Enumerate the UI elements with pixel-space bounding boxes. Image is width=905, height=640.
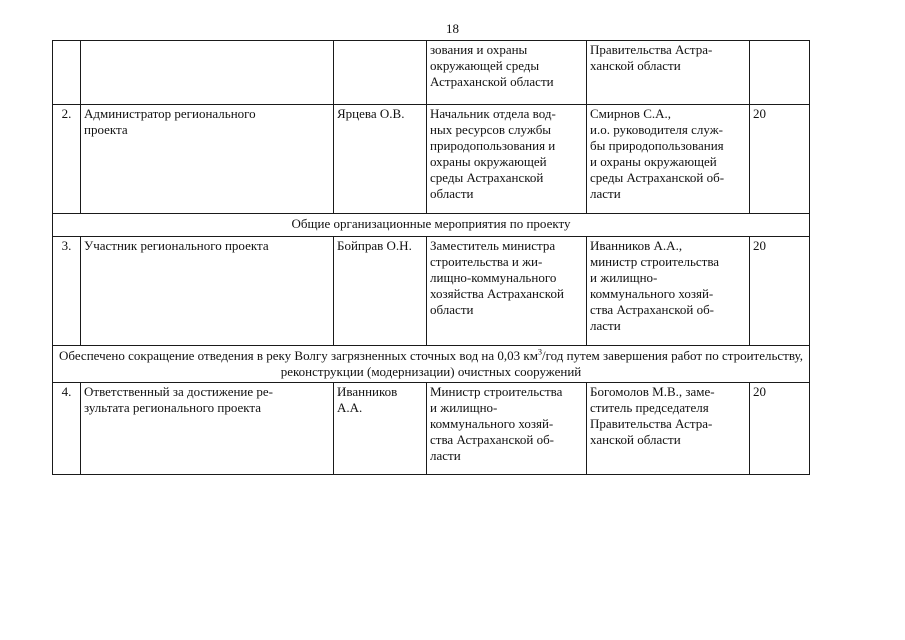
position-text: зования и охраны окружающей среды Астраханской области [430, 42, 554, 89]
row-number-cell [53, 237, 81, 346]
section-title-part: Обеспечено сокращение отведения в реку Волгу загрязненных сточных вод на 0,03 км [59, 348, 538, 363]
supervisor-cell [587, 237, 750, 346]
section-header-cell [53, 214, 810, 237]
person-cell [334, 237, 427, 346]
supervisor-text: Богомолов М.В., заме- ститель председателя Правительства Астра- ханской области [590, 384, 715, 447]
section-title-part: /год путем завершения работ по строительству, реконструкции (модернизации) очистных сооружений [280, 348, 803, 379]
person-cell [334, 383, 427, 475]
section-title [59, 348, 803, 379]
role-text: Участник регионального проекта [84, 238, 269, 253]
section-title: Общие организационные мероприятия по проекту [291, 216, 571, 231]
position-cell [427, 237, 587, 346]
row-number-cell [53, 383, 81, 475]
table-row [53, 41, 810, 105]
person-cell [334, 41, 427, 105]
person-name: Бойправ О.Н. [337, 238, 412, 253]
share-cell [750, 237, 810, 346]
role-text: Ответственный за достижение ре- зультата регионального проекта [84, 384, 273, 415]
supervisor-text: Правительства Астра- ханской области [590, 42, 713, 73]
supervisor-text: Смирнов С.А., и.о. руководителя служ- бы природопользования и охраны окружающей среды Астраханской об- ласти [590, 106, 725, 201]
row-number-cell [53, 41, 81, 105]
position-cell [427, 41, 587, 105]
role-text: Администратор регионального проекта [84, 106, 256, 137]
row-number: 2. [61, 106, 72, 121]
table-row [53, 237, 810, 346]
person-cell [334, 105, 427, 214]
share-cell [750, 383, 810, 475]
role-cell [81, 41, 334, 105]
person-name: Ярцева О.В. [337, 106, 405, 121]
section-header-row [53, 214, 810, 237]
supervisor-text: Иванников А.А., министр строительства и жилищно- коммунального хозяй- ства Астраханской об- ласти [590, 238, 720, 333]
supervisor-cell [587, 41, 750, 105]
supervisor-cell [587, 105, 750, 214]
table-row [53, 383, 810, 475]
row-number: 4. [61, 384, 72, 399]
position-cell [427, 105, 587, 214]
table-row [53, 105, 810, 214]
share-cell [750, 105, 810, 214]
page-number: 18 [446, 21, 459, 36]
section-header-row [53, 346, 810, 383]
share-cell [750, 41, 810, 105]
section-header-cell [53, 346, 810, 383]
supervisor-cell [587, 383, 750, 475]
share-value: 20 [753, 106, 766, 121]
role-cell [81, 383, 334, 475]
share-value: 20 [753, 238, 766, 253]
share-value: 20 [753, 384, 766, 399]
position-text: Начальник отдела вод- ных ресурсов службы природопользования и охраны окружающей среды Астраханской области [430, 106, 556, 201]
role-cell [81, 237, 334, 346]
row-number-cell [53, 105, 81, 214]
role-cell [81, 105, 334, 214]
position-text: Заместитель министра строительства и жи- лищно-коммунального хозяйства Астраханской области [430, 238, 564, 317]
person-name: Иванников А.А. [337, 384, 398, 415]
position-cell [427, 383, 587, 475]
row-number: 3. [61, 238, 72, 253]
cubic-superscript: 3 [537, 347, 542, 357]
project-roles-table [52, 40, 810, 475]
position-text: Министр строительства и жилищно- коммунального хозяй- ства Астраханской об- ласти [430, 384, 563, 463]
